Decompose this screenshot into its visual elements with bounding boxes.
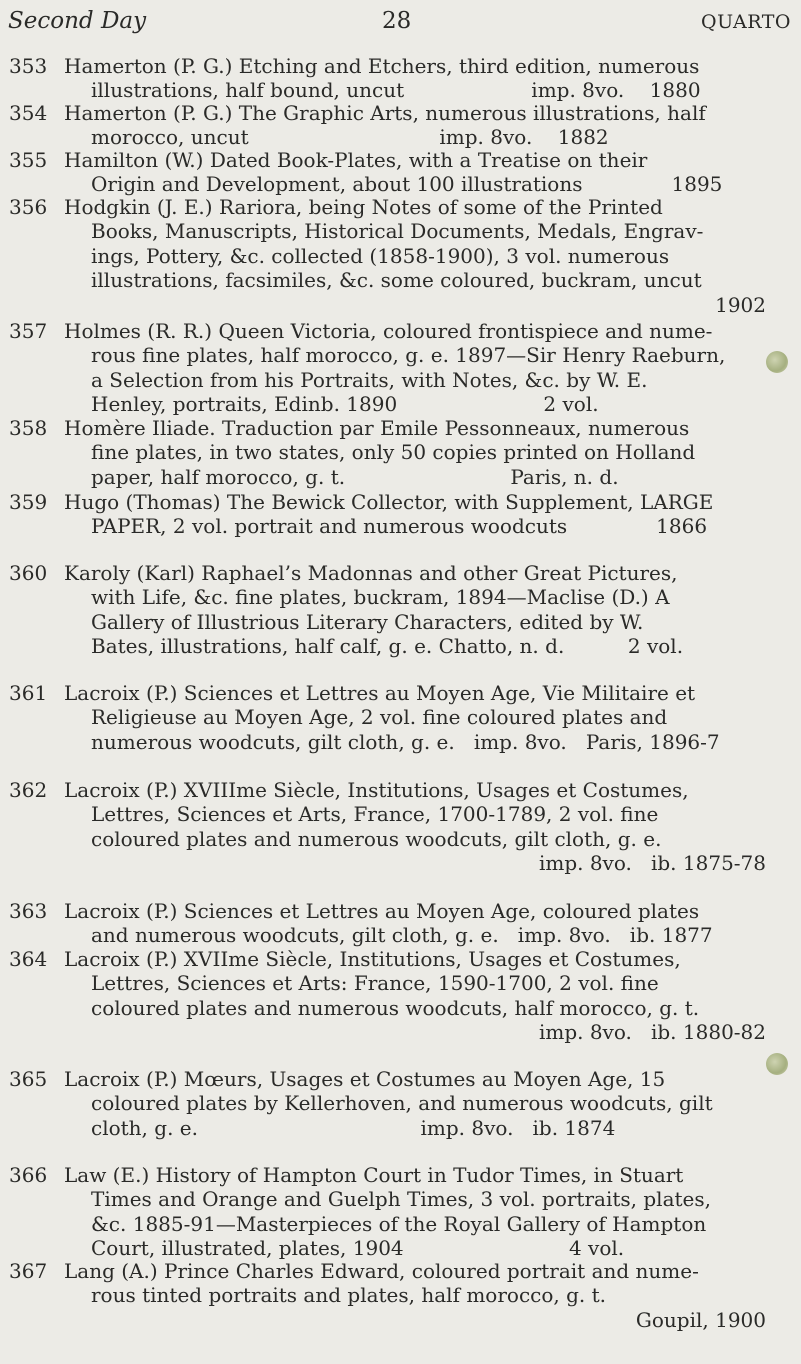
page-header bbox=[8, 8, 793, 38]
lot-number: 359 bbox=[9, 490, 48, 514]
catalogue-entry bbox=[0, 101, 801, 150]
description-line: Hodgkin (J. E.) Rariora, being Notes of some of the Printed bbox=[64, 195, 663, 219]
catalogue-entry bbox=[0, 148, 801, 197]
lot-number: 358 bbox=[9, 416, 48, 440]
description-line: illustrations, half bound, uncut imp. 8vo. 1880 bbox=[91, 78, 701, 103]
lot-number: 367 bbox=[9, 1259, 48, 1283]
description-line: Karoly (Karl) Raphael’s Madonnas and other Great Pictures, bbox=[64, 561, 678, 585]
description-line: fine plates, in two states, only 50 copies printed on Holland bbox=[91, 440, 696, 465]
lot-description bbox=[64, 899, 766, 948]
description-line: Lacroix (P.) Sciences et Lettres au Moyen Age, coloured plates bbox=[64, 899, 700, 923]
catalogue-entry bbox=[0, 1259, 801, 1332]
catalogue-entry bbox=[0, 1067, 801, 1140]
description-line: Lacroix (P.) XVIIIme Siècle, Institutions, Usages et Costumes, bbox=[64, 778, 689, 802]
description-line: Lacroix (P.) Sciences et Lettres au Moyen Age, Vie Militaire et bbox=[64, 681, 696, 705]
running-head: Second Day bbox=[8, 8, 147, 34]
description-line: Lacroix (P.) XVIIme Siècle, Institutions, Usages et Costumes, bbox=[64, 947, 681, 971]
description-line: Homère Iliade. Traduction par Emile Pessonneaux, numerous bbox=[64, 416, 690, 440]
lot-description bbox=[64, 1259, 766, 1332]
lot-number: 362 bbox=[9, 778, 48, 802]
catalogue-entry bbox=[0, 319, 801, 417]
description-line: Court, illustrated, plates, 1904 4 vol. bbox=[91, 1236, 625, 1261]
description-line: paper, half morocco, g. t. Paris, n. d. bbox=[91, 464, 619, 489]
description-line: rous tinted portraits and plates, half morocco, g. t. bbox=[91, 1283, 607, 1308]
catalogue-entry bbox=[0, 561, 801, 659]
description-line: Law (E.) History of Hampton Court in Tudor Times, in Stuart bbox=[64, 1163, 684, 1187]
description-line: Gallery of Illustrious Literary Characters, edited by W. bbox=[91, 609, 644, 634]
description-line: cloth, g. e. imp. 8vo. ib. 1874 bbox=[91, 1115, 616, 1140]
description-line: numerous woodcuts, gilt cloth, g. e. imp. 8vo. Paris, 1896-7 bbox=[91, 729, 720, 754]
description-line: Holmes (R. R.) Queen Victoria, coloured frontispiece and nume- bbox=[64, 319, 713, 343]
lot-number: 356 bbox=[9, 195, 48, 219]
catalogue-entry bbox=[0, 54, 801, 103]
description-line: a Selection from his Portraits, with Notes, &c. by W. E. bbox=[91, 367, 648, 392]
description-line: Origin and Development, about 100 illustrations 1895 bbox=[91, 172, 723, 197]
description-line: Times and Orange and Guelph Times, 3 vol. portraits, plates, bbox=[91, 1187, 711, 1212]
description-line: imp. 8vo. ib. 1880-82 bbox=[538, 1020, 766, 1045]
description-line: Lettres, Sciences et Arts, France, 1700-1789, 2 vol. fine bbox=[91, 802, 659, 827]
description-line: illustrations, facsimiles, &c. some coloured, buckram, uncut bbox=[91, 268, 702, 293]
description-line: Lettres, Sciences et Arts: France, 1590-1700, 2 vol. fine bbox=[91, 971, 659, 996]
lot-description bbox=[64, 416, 766, 489]
lot-description bbox=[64, 947, 766, 1045]
description-line: morocco, uncut imp. 8vo. 1882 bbox=[91, 125, 609, 150]
catalogue-entry bbox=[0, 1163, 801, 1261]
description-line: Books, Manuscripts, Historical Documents, Medals, Engrav- bbox=[91, 219, 704, 244]
lot-number: 355 bbox=[9, 148, 48, 172]
lot-number: 364 bbox=[9, 947, 48, 971]
lot-description bbox=[64, 195, 766, 317]
lot-description bbox=[64, 1163, 766, 1261]
lot-number: 361 bbox=[9, 681, 48, 705]
description-line: PAPER, 2 vol. portrait and numerous woodcuts 1866 bbox=[91, 514, 708, 539]
description-line: coloured plates and numerous woodcuts, half morocco, g. t. bbox=[91, 995, 700, 1020]
lot-number: 365 bbox=[9, 1067, 48, 1091]
description-line: rous fine plates, half morocco, g. e. 1897—Sir Henry Raeburn, bbox=[91, 343, 726, 368]
stain-mark bbox=[766, 1053, 788, 1075]
description-line: Hamerton (P. G.) Etching and Etchers, third edition, numerous bbox=[64, 54, 700, 78]
description-line: Lacroix (P.) Mœurs, Usages et Costumes au Moyen Age, 15 bbox=[64, 1067, 666, 1091]
lot-description bbox=[64, 561, 766, 659]
lot-description bbox=[64, 319, 766, 417]
catalogue-entry bbox=[0, 778, 801, 876]
description-line: with Life, &c. fine plates, buckram, 1894—Maclise (D.) A bbox=[91, 585, 670, 610]
catalogue-entry bbox=[0, 947, 801, 1045]
lot-number: 363 bbox=[9, 899, 48, 923]
lot-number: 353 bbox=[9, 54, 48, 78]
lot-number: 357 bbox=[9, 319, 48, 343]
description-line: Hugo (Thomas) The Bewick Collector, with Supplement, LARGE bbox=[64, 490, 714, 514]
lot-number: 366 bbox=[9, 1163, 48, 1187]
description-line: Lang (A.) Prince Charles Edward, coloured portrait and nume- bbox=[64, 1259, 699, 1283]
format-label: QUARTO bbox=[701, 11, 791, 33]
lot-description bbox=[64, 490, 766, 539]
description-line: coloured plates and numerous woodcuts, gilt cloth, g. e. bbox=[91, 826, 662, 851]
catalogue-entry bbox=[0, 681, 801, 754]
description-line: Hamilton (W.) Dated Book-Plates, with a Treatise on their bbox=[64, 148, 648, 172]
page-number: 28 bbox=[382, 8, 412, 34]
lot-description bbox=[64, 101, 766, 150]
catalogue-entry bbox=[0, 899, 801, 948]
description-line: Goupil, 1900 bbox=[635, 1307, 766, 1332]
description-line: imp. 8vo. ib. 1875-78 bbox=[538, 851, 766, 876]
catalogue-entry bbox=[0, 195, 801, 317]
lot-description bbox=[64, 778, 766, 876]
catalogue-entry bbox=[0, 490, 801, 539]
catalogue-entry bbox=[0, 416, 801, 489]
description-line: and numerous woodcuts, gilt cloth, g. e. imp. 8vo. ib. 1877 bbox=[91, 923, 713, 948]
lot-description bbox=[64, 148, 766, 197]
lot-number: 360 bbox=[9, 561, 48, 585]
stain-mark bbox=[766, 351, 788, 373]
description-line: 1902 bbox=[715, 292, 766, 317]
description-line: Religieuse au Moyen Age, 2 vol. fine coloured plates and bbox=[91, 705, 668, 730]
description-line: &c. 1885-91—Masterpieces of the Royal Gallery of Hampton bbox=[91, 1211, 707, 1236]
description-line: Bates, illustrations, half calf, g. e. Chatto, n. d. 2 vol. bbox=[91, 634, 684, 659]
lot-description bbox=[64, 54, 766, 103]
lot-number: 354 bbox=[9, 101, 48, 125]
description-line: coloured plates by Kellerhoven, and numerous woodcuts, gilt bbox=[91, 1091, 713, 1116]
lot-description bbox=[64, 1067, 766, 1140]
description-line: ings, Pottery, &c. collected (1858-1900), 3 vol. numerous bbox=[91, 243, 670, 268]
lot-description bbox=[64, 681, 766, 754]
description-line: Hamerton (P. G.) The Graphic Arts, numerous illustrations, half bbox=[64, 101, 706, 125]
description-line: Henley, portraits, Edinb. 1890 2 vol. bbox=[91, 392, 599, 417]
